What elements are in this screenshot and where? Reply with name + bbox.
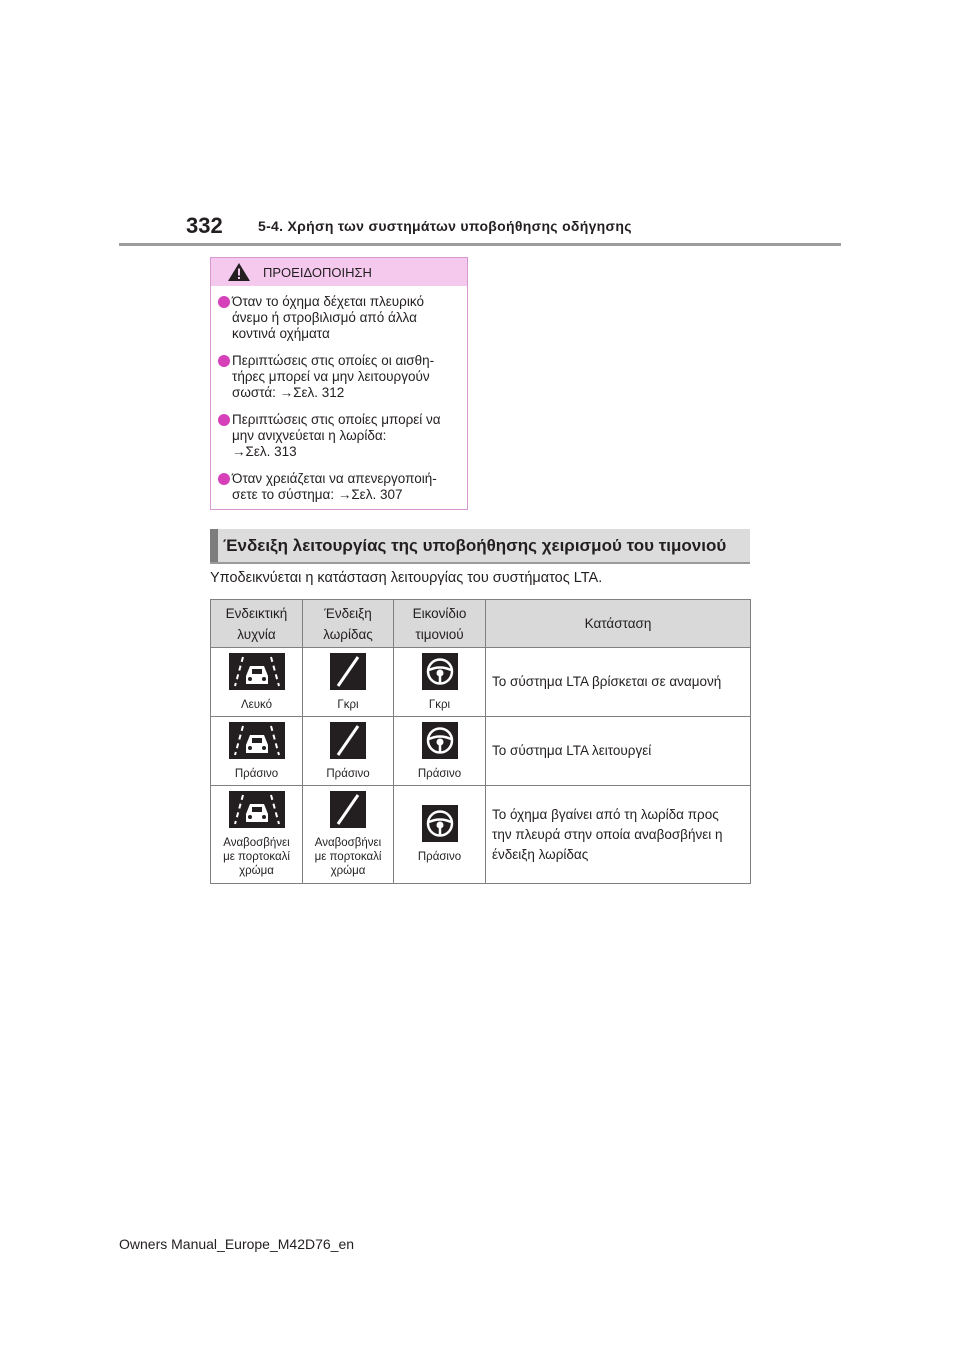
warning-item: [218, 294, 455, 342]
warning-title: ΠΡΟΕΙΔΟΠΟΙΗΣΗ: [263, 264, 372, 280]
steering-wheel-icon: [422, 653, 458, 690]
warning-list: [211, 286, 467, 503]
bullet-icon: [218, 473, 230, 485]
page-number: 332: [186, 213, 223, 238]
lane-cell: [303, 648, 394, 717]
lane-departure-lamp-icon: [229, 791, 285, 828]
bullet-icon: [218, 355, 230, 367]
lamp-color-label: Λευκό: [240, 698, 273, 711]
subsection-heading: [210, 529, 750, 562]
subsection-heading-text: Ένδειξη λειτουργίας της υποβοήθησης χειρισμού του τιμονιού: [223, 535, 727, 555]
warning-box: [210, 257, 468, 510]
lane-line-icon: [330, 791, 366, 828]
lamp-cell: [211, 786, 303, 884]
lta-status-table: [210, 599, 751, 884]
wheel-cell: [394, 648, 486, 717]
warning-item-text: Περιπτώσεις στις οποίες μπορεί να μην ανιχνεύεται η λωρίδα: →Σελ. 313: [232, 412, 441, 459]
table-row: [211, 786, 751, 884]
lane-departure-lamp-icon: [229, 722, 285, 759]
column-header-status: Κατάσταση: [486, 600, 751, 648]
warning-item-text: Όταν το όχημα δέχεται πλευρικό άνεμο ή στροβιλισμό από άλλα κοντινά οχήματα: [232, 294, 424, 341]
lane-color-label: Αναβοσβήνει με πορτοκαλί χρώμα: [314, 837, 382, 877]
lane-color-label: Γκρι: [337, 698, 359, 711]
lamp-color-label: Πράσινο: [234, 767, 279, 780]
lamp-cell: [211, 717, 303, 786]
table-row: [211, 648, 751, 717]
lamp-cell: [211, 648, 303, 717]
lane-line-icon: [330, 653, 366, 690]
column-header-lamp: Ενδεικτική λυχνία: [211, 600, 303, 648]
steering-wheel-icon: [422, 722, 458, 759]
warning-item-text: Περιπτώσεις στις οποίες οι αισθη- τήρες μπορεί να μην λειτουργούν σωστά: →Σελ. 312: [232, 353, 435, 400]
bullet-icon: [218, 414, 230, 426]
lane-departure-lamp-icon: [229, 653, 285, 690]
wheel-cell: [394, 786, 486, 884]
wheel-color-label: Πράσινο: [417, 767, 462, 780]
header-rule: [119, 243, 841, 246]
status-cell: Το όχημα βγαίνει από τη λωρίδα προς την πλευρά στην οποία αναβοσβήνει η ένδειξη λωρίδας: [486, 786, 751, 884]
warning-item: [218, 471, 455, 503]
status-cell: Το σύστημα LTA βρίσκεται σε αναμονή: [486, 648, 751, 717]
status-cell: Το σύστημα LTA λειτουργεί: [486, 717, 751, 786]
table-header-row: [211, 600, 751, 648]
section-title: 5-4. Χρήση των συστημάτων υποβοήθησης οδήγησης: [258, 218, 632, 234]
lane-cell: [303, 717, 394, 786]
lamp-color-label: Αναβοσβήνει με πορτοκαλί χρώμα: [223, 837, 290, 877]
lane-cell: [303, 786, 394, 884]
footer-text: Owners Manual_Europe_M42D76_en: [119, 1236, 355, 1252]
warning-item: [218, 412, 455, 460]
warning-item: [218, 353, 455, 401]
intro-text: Υποδεικνύεται η κατάσταση λειτουργίας του συστήματος LTA.: [210, 570, 603, 586]
wheel-color-label: Πράσινο: [417, 851, 462, 863]
subsection-underline: [210, 562, 750, 564]
table-row: [211, 717, 751, 786]
column-header-wheel: Εικονίδιο τιμονιού: [394, 600, 486, 648]
warning-item-text: Όταν χρειάζεται να απενεργοποιή- σετε το σύστημα: →Σελ. 307: [232, 471, 437, 502]
lane-color-label: Πράσινο: [326, 767, 370, 780]
column-header-lane: Ένδειξη λωρίδας: [303, 600, 394, 648]
wheel-color-label: Γκρι: [428, 698, 451, 711]
bullet-icon: [218, 296, 230, 308]
steering-wheel-icon: [422, 805, 458, 842]
warning-triangle-icon: [227, 262, 251, 282]
warning-header: [211, 258, 467, 286]
lane-line-icon: [330, 722, 366, 759]
wheel-cell: [394, 717, 486, 786]
